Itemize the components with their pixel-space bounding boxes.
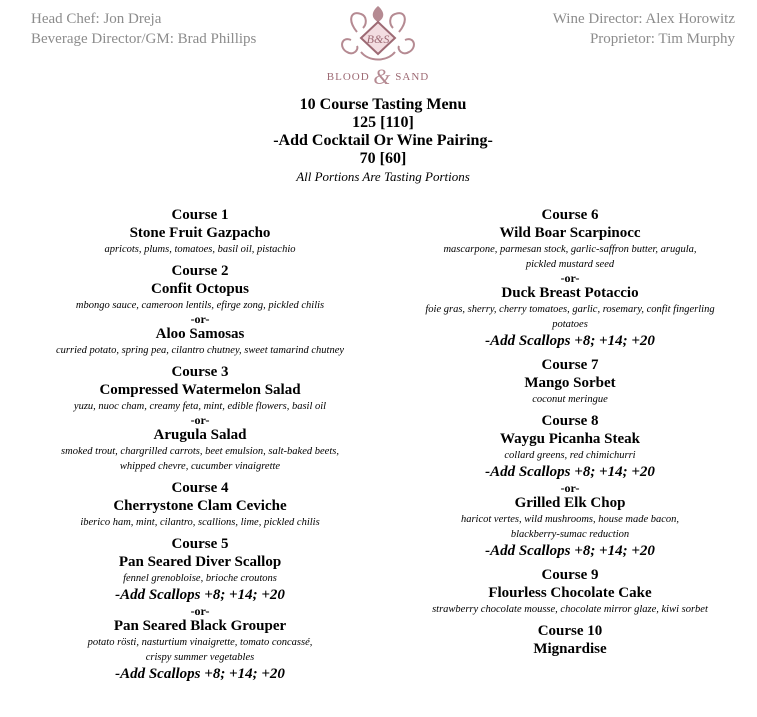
add-scallops-option: -Add Scallops +8; +14; +20 xyxy=(485,464,655,480)
pairing-price: 70 [60] xyxy=(359,150,407,167)
wine-director-credit: Wine Director: Alex Horowitz xyxy=(552,11,735,27)
course-title: Course 7 xyxy=(541,357,599,373)
logo-wordmark: BLOOD & SAND xyxy=(326,64,430,89)
course-title: Course 3 xyxy=(171,364,229,380)
menu-intro xyxy=(200,96,566,186)
dish-name: Cherrystone Clam Ceviche xyxy=(113,498,287,514)
course-4 xyxy=(20,479,380,530)
blood-and-sand-logo xyxy=(321,2,435,89)
dish-description: collard greens, red chimichurri xyxy=(504,450,636,461)
course-3 xyxy=(20,363,380,474)
dish-name: Pan Seared Black Grouper xyxy=(113,618,287,634)
dish-description: fennel grenobloise, brioche croutons xyxy=(123,573,277,584)
dish-name: Duck Breast Potaccio xyxy=(501,285,639,301)
crest-emblem-icon xyxy=(321,2,435,66)
dish-description: potato rösti, nasturtium vinaigrette, tomato concassé, xyxy=(87,637,313,648)
dish-name: Flourless Chocolate Cake xyxy=(488,585,652,601)
logo-monogram: B&S xyxy=(366,32,390,46)
course-1 xyxy=(20,206,380,257)
add-scallops-option: -Add Scallops +8; +14; +20 xyxy=(115,587,285,603)
course-7 xyxy=(390,356,750,407)
dish-description: mbongo sauce, cameroon lentils, efirge zong, pickled chilis xyxy=(75,300,325,311)
dish-description: crispy summer vegetables xyxy=(145,652,255,663)
dish-description: yuzu, nuoc cham, creamy feta, mint, edible flowers, basil oil xyxy=(73,401,327,412)
dish-name: Arugula Salad xyxy=(153,427,247,443)
course-title: Course 2 xyxy=(171,263,229,279)
dish-description: strawberry chocolate mousse, chocolate mirror glaze, kiwi sorbet xyxy=(432,604,708,615)
course-8 xyxy=(390,412,750,561)
course-9 xyxy=(390,566,750,617)
head-chef-credit: Head Chef: Jon Dreja xyxy=(31,11,162,27)
portion-note: All Portions Are Tasting Portions xyxy=(296,169,470,184)
or-divider: -or- xyxy=(190,312,210,326)
beverage-director-credit: Beverage Director/GM: Brad Phillips xyxy=(31,31,257,47)
course-title: Course 9 xyxy=(541,567,599,583)
dish-description: coconut meringue xyxy=(532,394,608,405)
dish-description: smoked trout, chargrilled carrots, beet emulsion, salt-baked beets, xyxy=(61,446,339,457)
right-menu-column xyxy=(390,206,750,663)
dish-name: Mignardise xyxy=(533,641,607,657)
add-scallops-option: -Add Scallops +8; +14; +20 xyxy=(485,543,655,559)
course-2 xyxy=(20,262,380,358)
pairing-label: -Add Cocktail Or Wine Pairing- xyxy=(273,132,493,149)
course-title: Course 8 xyxy=(541,413,599,429)
dish-description: whipped chevre, cucumber vinaigrette xyxy=(119,461,281,472)
dish-description: apricots, plums, tomatoes, basil oil, pistachio xyxy=(104,244,296,255)
or-divider: -or- xyxy=(190,413,210,427)
course-title: Course 6 xyxy=(541,207,599,223)
dish-name: Grilled Elk Chop xyxy=(514,495,626,511)
course-title: Course 4 xyxy=(171,480,229,496)
dish-name: Wild Boar Scarpinocc xyxy=(499,225,641,241)
or-divider: -or- xyxy=(560,481,580,495)
left-menu-column xyxy=(20,206,380,689)
dish-name: Confit Octopus xyxy=(151,281,249,297)
header-right xyxy=(553,9,735,49)
dish-name: Mango Sorbet xyxy=(524,375,616,391)
course-6 xyxy=(390,206,750,351)
dish-description: haricot vertes, wild mushrooms, house made bacon, xyxy=(460,514,680,525)
add-scallops-option: -Add Scallops +8; +14; +20 xyxy=(485,333,655,349)
dish-description: curried potato, spring pea, cilantro chutney, sweet tamarind chutney xyxy=(55,345,345,356)
add-scallops-option: -Add Scallops +8; +14; +20 xyxy=(115,666,285,682)
dish-name: Stone Fruit Gazpacho xyxy=(129,225,271,241)
dish-description: iberico ham, mint, cilantro, scallions, lime, pickled chilis xyxy=(80,517,320,528)
dish-description: mascarpone, parmesan stock, garlic-saffron butter, arugula, xyxy=(443,244,697,255)
course-title: Course 1 xyxy=(171,207,229,223)
menu-title: 10 Course Tasting Menu xyxy=(299,96,467,113)
proprietor-credit: Proprietor: Tim Murphy xyxy=(589,31,735,47)
dish-name: Compressed Watermelon Salad xyxy=(99,382,301,398)
header-left xyxy=(31,9,256,49)
course-5 xyxy=(20,535,380,684)
or-divider: -or- xyxy=(560,271,580,285)
or-divider: -or- xyxy=(190,604,210,618)
dish-name: Aloo Samosas xyxy=(155,326,245,342)
course-title: Course 5 xyxy=(171,536,229,552)
course-title: Course 10 xyxy=(537,623,603,639)
dish-description: foie gras, sherry, cherry tomatoes, garlic, rosemary, confit fingerling xyxy=(425,304,715,315)
dish-description: potatoes xyxy=(552,319,588,330)
dish-name: Waygu Picanha Steak xyxy=(499,431,641,447)
dish-description: pickled mustard seed xyxy=(525,259,615,270)
course-10 xyxy=(390,622,750,658)
menu-price: 125 [110] xyxy=(352,114,414,131)
dish-description: blackberry-sumac reduction xyxy=(510,529,630,540)
dish-name: Pan Seared Diver Scallop xyxy=(118,554,282,570)
